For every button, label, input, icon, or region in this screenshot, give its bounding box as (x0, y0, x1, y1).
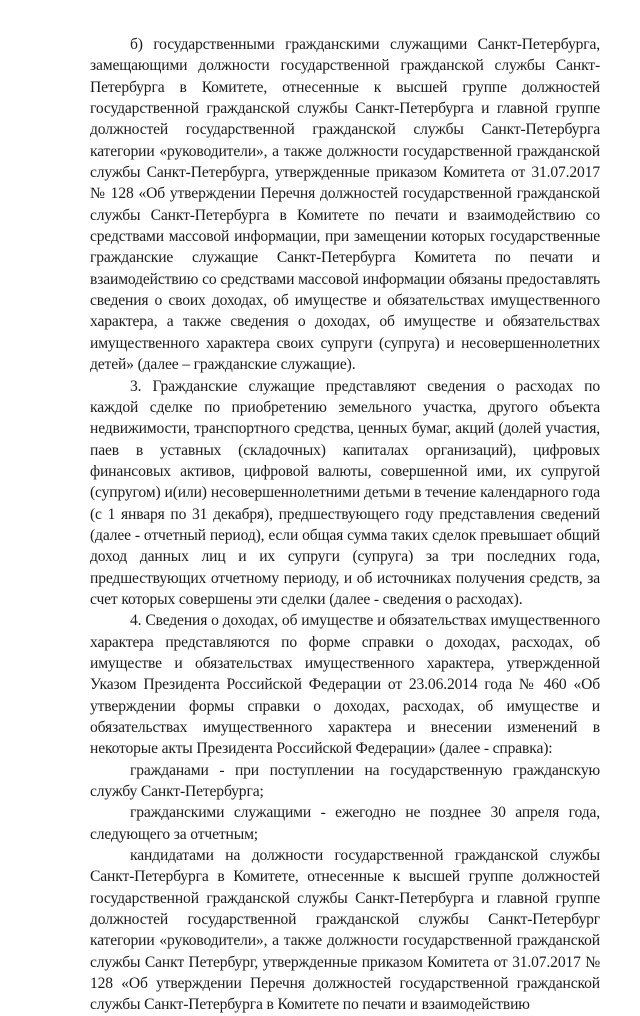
paragraph-clause-3: 3. Гражданские служащие представляют сведения о расходах по каждой сделке по приобретению земельного участка, другого объекта недвижимости, транспортного средства, ценных бумаг, акций (долей участия, паев в уставных (складочных) капиталах организаций), цифровых финансовых активов, цифровой валюты, совершенной ими, их супругой (супругом) и(или) несовершеннолетними детьми в течение календарного года (с 1 января по 31 декабря), предшествующего году представления сведений (далее - отчетный период), если общая сумма таких сделок превышает общий доход данных лиц и их супруги (супруга) за три последних года, предшествующих отчетному периоду, и об источниках получения средств, за счет которых совершены эти сделки (далее - сведения о расходах). (90, 377, 600, 608)
paragraph-citizens: гражданами - при поступлении на государственную гражданскую службу Санкт-Петербурга; (90, 761, 600, 801)
paragraph-civil-servants: гражданскими служащими - ежегодно не позднее 30 апреля года, следующего за отчетным; (90, 804, 600, 843)
document-page (90, 34, 600, 1014)
paragraph-clause-b: б) государственными гражданскими служащими Санкт-Петербурга, замещающими должности государственной гражданской службы Санкт-Петербурга в Комитете, отнесенные к высшей группе должностей государственной гражданской службы Санкт-Петербурга и главной группе должностей государственной гражданской службы Санкт-Петербурга категории «руководители», а также должности государственной гражданской службы Санкт-Петербурга, утвержденные приказом Комитета от 31.07.2017 № 128 «Об утверждении Перечня должностей государственной гражданской службы Санкт-Петербурга в Комитете по печати и взаимодействию со средствами массовой информации, при замещении которых государственные гражданские служащие Санкт-Петербурга Комитета по печати и взаимодействию со средствами массовой информации обязаны предоставлять сведения о своих доходах, об имуществе и обязательствах имущественного характера, а также сведения о доходах, об имуществе и обязательствах имущественного характера своих супруги (супруга) и несовершеннолетних детей» (далее – гражданские служащие). (90, 36, 600, 374)
paragraph-clause-4: 4. Сведения о доходах, об имуществе и обязательствах имущественного характера представляются по форме справки о доходах, расходах, об имуществе и обязательствах имущественного характера, утвержденной Указом Президента Российской Федерации от 23.06.2014 года № 460 «Об утверждении формы справки о доходах, расходах, об имуществе и обязательствах имущественного характера и внесении изменений в некоторые акты Президента Российской Федерации» (далее - справка): (90, 612, 600, 758)
paragraph-candidates: кандидатами на должности государственной гражданской службы Санкт-Петербурга в Комитете, отнесенные к высшей группе должностей государственной гражданской службы Санкт-Петербурга и главной группе должностей государственной гражданской службы Санкт-Петербург категории «руководители», а также должности государственной гражданской службы Санкт Петербург, утвержденные приказом Комитета от 31.07.2017 № 128 «Об утверждении Перечня должностей государственной гражданской службы Санкт-Петербурга в Комитете по печати и взаимодействию (90, 847, 600, 1014)
